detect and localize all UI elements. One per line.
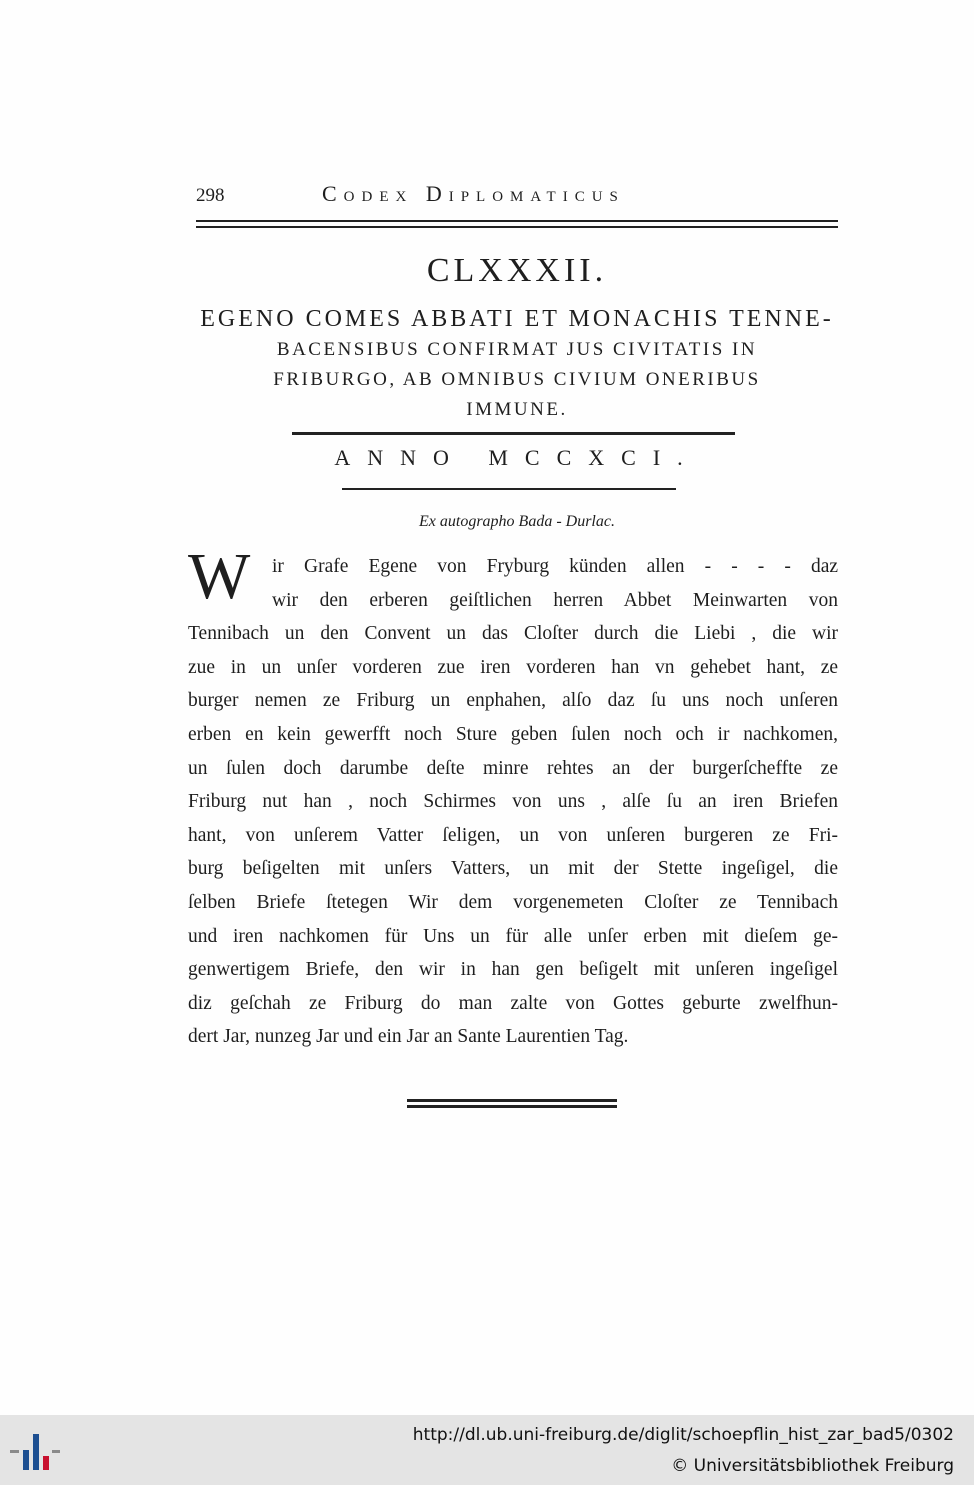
text-line: ſelben Briefe ſtetegen Wir dem vorgenemeten Cloſter ze Tennibach (188, 891, 838, 913)
document-title (180, 303, 854, 425)
end-double-rule (407, 1099, 617, 1109)
title-rule (292, 432, 735, 435)
text-line: und iren nachkomen für Uns un für alle unſer erben mit dieſem ge- (188, 925, 838, 947)
header-double-rule (196, 220, 838, 229)
text-line: zue in un unſer vorderen zue iren vorderen han vn gehebet hant, ze (188, 656, 838, 678)
copyright-notice: © Universitätsbibliothek Freiburg (671, 1456, 954, 1476)
source-note: Ex autographo Bada - Durlac. (419, 513, 615, 530)
text-line: ir Grafe Egene von Fryburg künden allen - - - - daz (272, 556, 838, 577)
permalink-link[interactable]: http://dl.ub.uni-freiburg.de/diglit/schoepflin_hist_zar_bad5/0302 (412, 1425, 954, 1445)
title-line: EGENO COMES ABBATI ET MONACHIS TENNE- (200, 306, 834, 332)
text-line: Friburg nut han , noch Schirmes von uns , alſe ſu an iren Briefen (188, 791, 838, 813)
text-line: hant, von unſerem Vatter ſeligen, un von unſeren burgeren ze Fri- (188, 824, 838, 846)
text-line: Tennibach un den Convent un das Cloſter durch die Liebi , die wir (188, 623, 838, 645)
title-line: IMMUNE. (466, 399, 568, 420)
text-line: wir den erberen geiſtlichen herren Abbet Meinwarten von (272, 589, 838, 611)
text-line: erben en kein gewerfft noch Sture geben ſulen noch och ir nachkomen, (188, 723, 838, 745)
page-number: 298 (196, 185, 225, 206)
year-rule (342, 488, 676, 490)
text-line: un ſulen doch darumbe deſte minre rehtes an der burgerſcheffte ze (188, 757, 838, 779)
text-line: genwertigem Briefe, den wir in han gen beſigelt mit unſeren ingeſigel (188, 959, 838, 981)
charter-text (188, 540, 838, 1054)
drop-cap: W (188, 540, 251, 613)
text-line: burger nemen ze Friburg un enphahen, alſo daz ſu uns noch unſeren (188, 690, 838, 712)
viewer-footer (0, 1415, 974, 1485)
document-year: ANNO MCCXCI. (334, 445, 700, 470)
document-number: CLXXXII. (426, 252, 608, 289)
text-line: burg beſigelten mit unſers Vatters, un mit der Stette ingeſigel, die (188, 858, 838, 880)
text-line: diz geſchah ze Friburg do man zalte von Gottes geburte zwelfhun- (188, 992, 838, 1014)
title-line: FRIBURGO, AB OMNIBUS CIVIUM ONERIBUS (273, 369, 761, 390)
text-line: dert Jar, nunzeg Jar und ein Jar an Sante Laurentien Tag. (188, 1026, 629, 1048)
page-header (196, 181, 838, 211)
running-head: Codex Diplomaticus (322, 181, 625, 206)
ub-freiburg-logo-icon[interactable] (10, 1430, 60, 1476)
title-line: BACENSIBUS CONFIRMAT JUS CIVITATIS IN (276, 339, 758, 360)
